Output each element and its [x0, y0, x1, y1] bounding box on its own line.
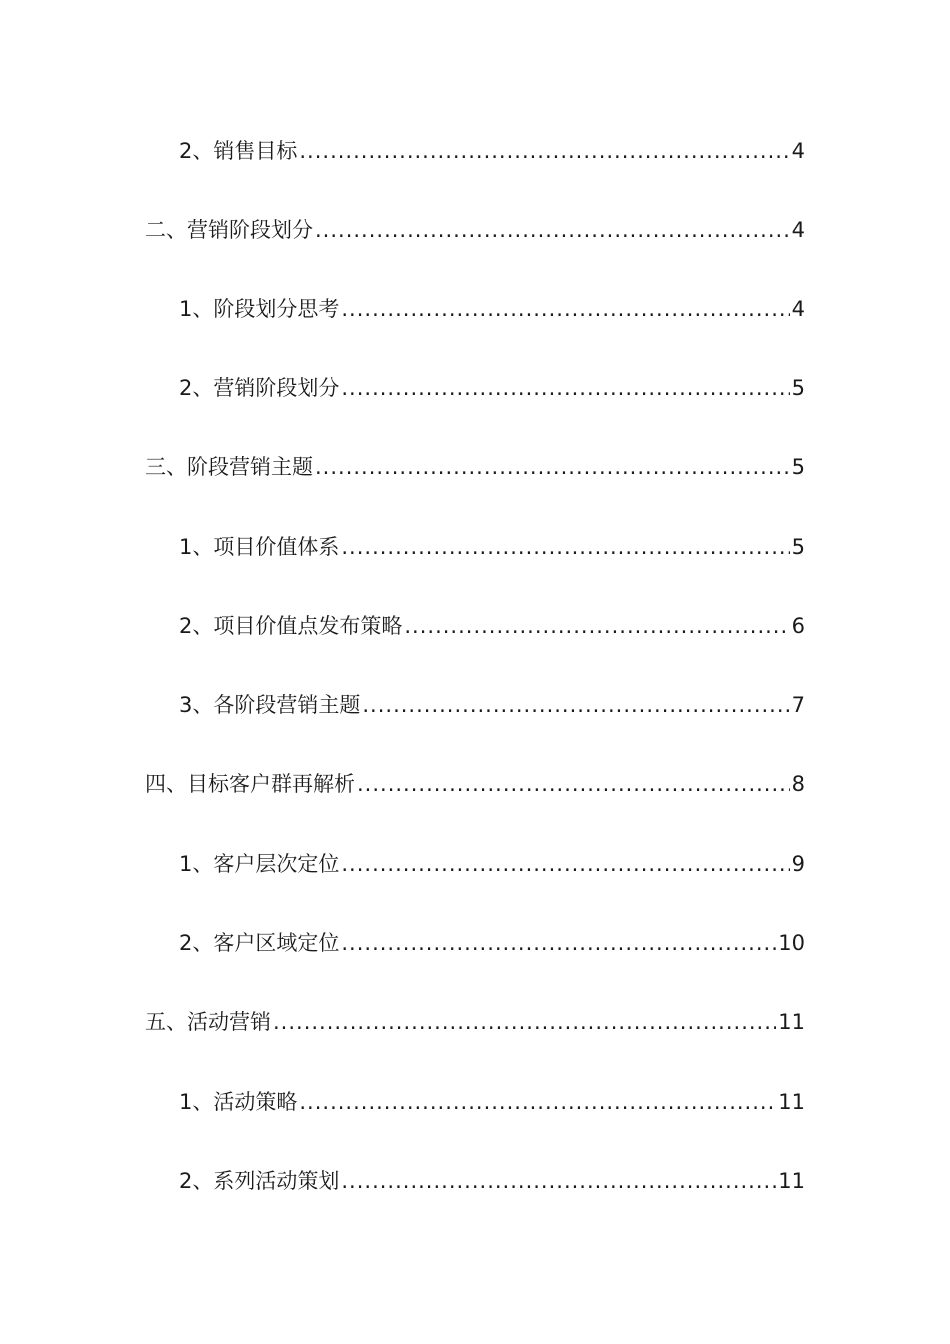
toc-entry-title: 三、阶段营销主题: [145, 455, 313, 479]
dot-leader: [341, 375, 789, 401]
toc-entry[interactable]: [179, 361, 805, 401]
toc-entry-page: 7: [791, 693, 805, 717]
dot-leader: [341, 296, 789, 322]
toc-entry[interactable]: [179, 916, 805, 956]
toc-entry[interactable]: [179, 520, 805, 560]
toc-entry-title: 2、营销阶段划分: [179, 376, 340, 400]
dot-leader: [315, 217, 790, 243]
dot-leader: [341, 851, 789, 877]
toc-entry[interactable]: [179, 1154, 805, 1194]
dot-leader: [273, 1009, 776, 1035]
toc-entry-page: 4: [791, 297, 805, 321]
dot-leader: [357, 771, 790, 797]
toc-entry[interactable]: [179, 124, 805, 164]
toc-entry-title: 五、活动营销: [145, 1010, 271, 1034]
toc-entry[interactable]: [145, 995, 805, 1035]
dot-leader: [404, 613, 789, 639]
dot-leader: [299, 138, 789, 164]
toc-entry-title: 四、目标客户群再解析: [145, 772, 355, 796]
toc-entry[interactable]: [179, 837, 805, 877]
toc-entry-title: 二、营销阶段划分: [145, 218, 313, 242]
toc-entry[interactable]: [179, 678, 805, 718]
toc-entry-title: 2、系列活动策划: [179, 1169, 340, 1193]
toc-entry-title: 3、各阶段营销主题: [179, 693, 361, 717]
toc-entry[interactable]: [145, 440, 805, 480]
toc-entry-title: 1、阶段划分思考: [179, 297, 340, 321]
dot-leader: [341, 1168, 776, 1194]
dot-leader: [362, 692, 789, 718]
toc-entry-page: 11: [778, 1010, 805, 1034]
dot-leader: [341, 930, 776, 956]
toc-entry-title: 2、客户区域定位: [179, 931, 340, 955]
toc-entry[interactable]: [179, 599, 805, 639]
toc-entry-page: 8: [791, 772, 805, 796]
toc-entry-page: 5: [791, 535, 805, 559]
dot-leader: [341, 534, 789, 560]
toc-entry-page: 6: [791, 614, 805, 638]
toc-entry-title: 2、项目价值点发布策略: [179, 614, 403, 638]
toc-entry-page: 5: [791, 376, 805, 400]
toc-entry-title: 1、客户层次定位: [179, 852, 340, 876]
toc-entry-page: 4: [791, 218, 805, 242]
toc-entry-title: 1、项目价值体系: [179, 535, 340, 559]
toc-entry[interactable]: [179, 282, 805, 322]
toc-entry-title: 1、活动策略: [179, 1090, 298, 1114]
toc-entry[interactable]: [145, 757, 805, 797]
dot-leader: [299, 1089, 776, 1115]
toc-entry-page: 11: [778, 1090, 805, 1114]
toc-entry-page: 9: [791, 852, 805, 876]
toc-entry[interactable]: [145, 203, 805, 243]
dot-leader: [315, 454, 790, 480]
toc-entry-page: 11: [778, 1169, 805, 1193]
toc-entry-page: 4: [791, 139, 805, 163]
toc-entry[interactable]: [179, 1075, 805, 1115]
toc-entry-page: 5: [791, 455, 805, 479]
toc-entry-title: 2、销售目标: [179, 139, 298, 163]
toc-entry-page: 10: [778, 931, 805, 955]
